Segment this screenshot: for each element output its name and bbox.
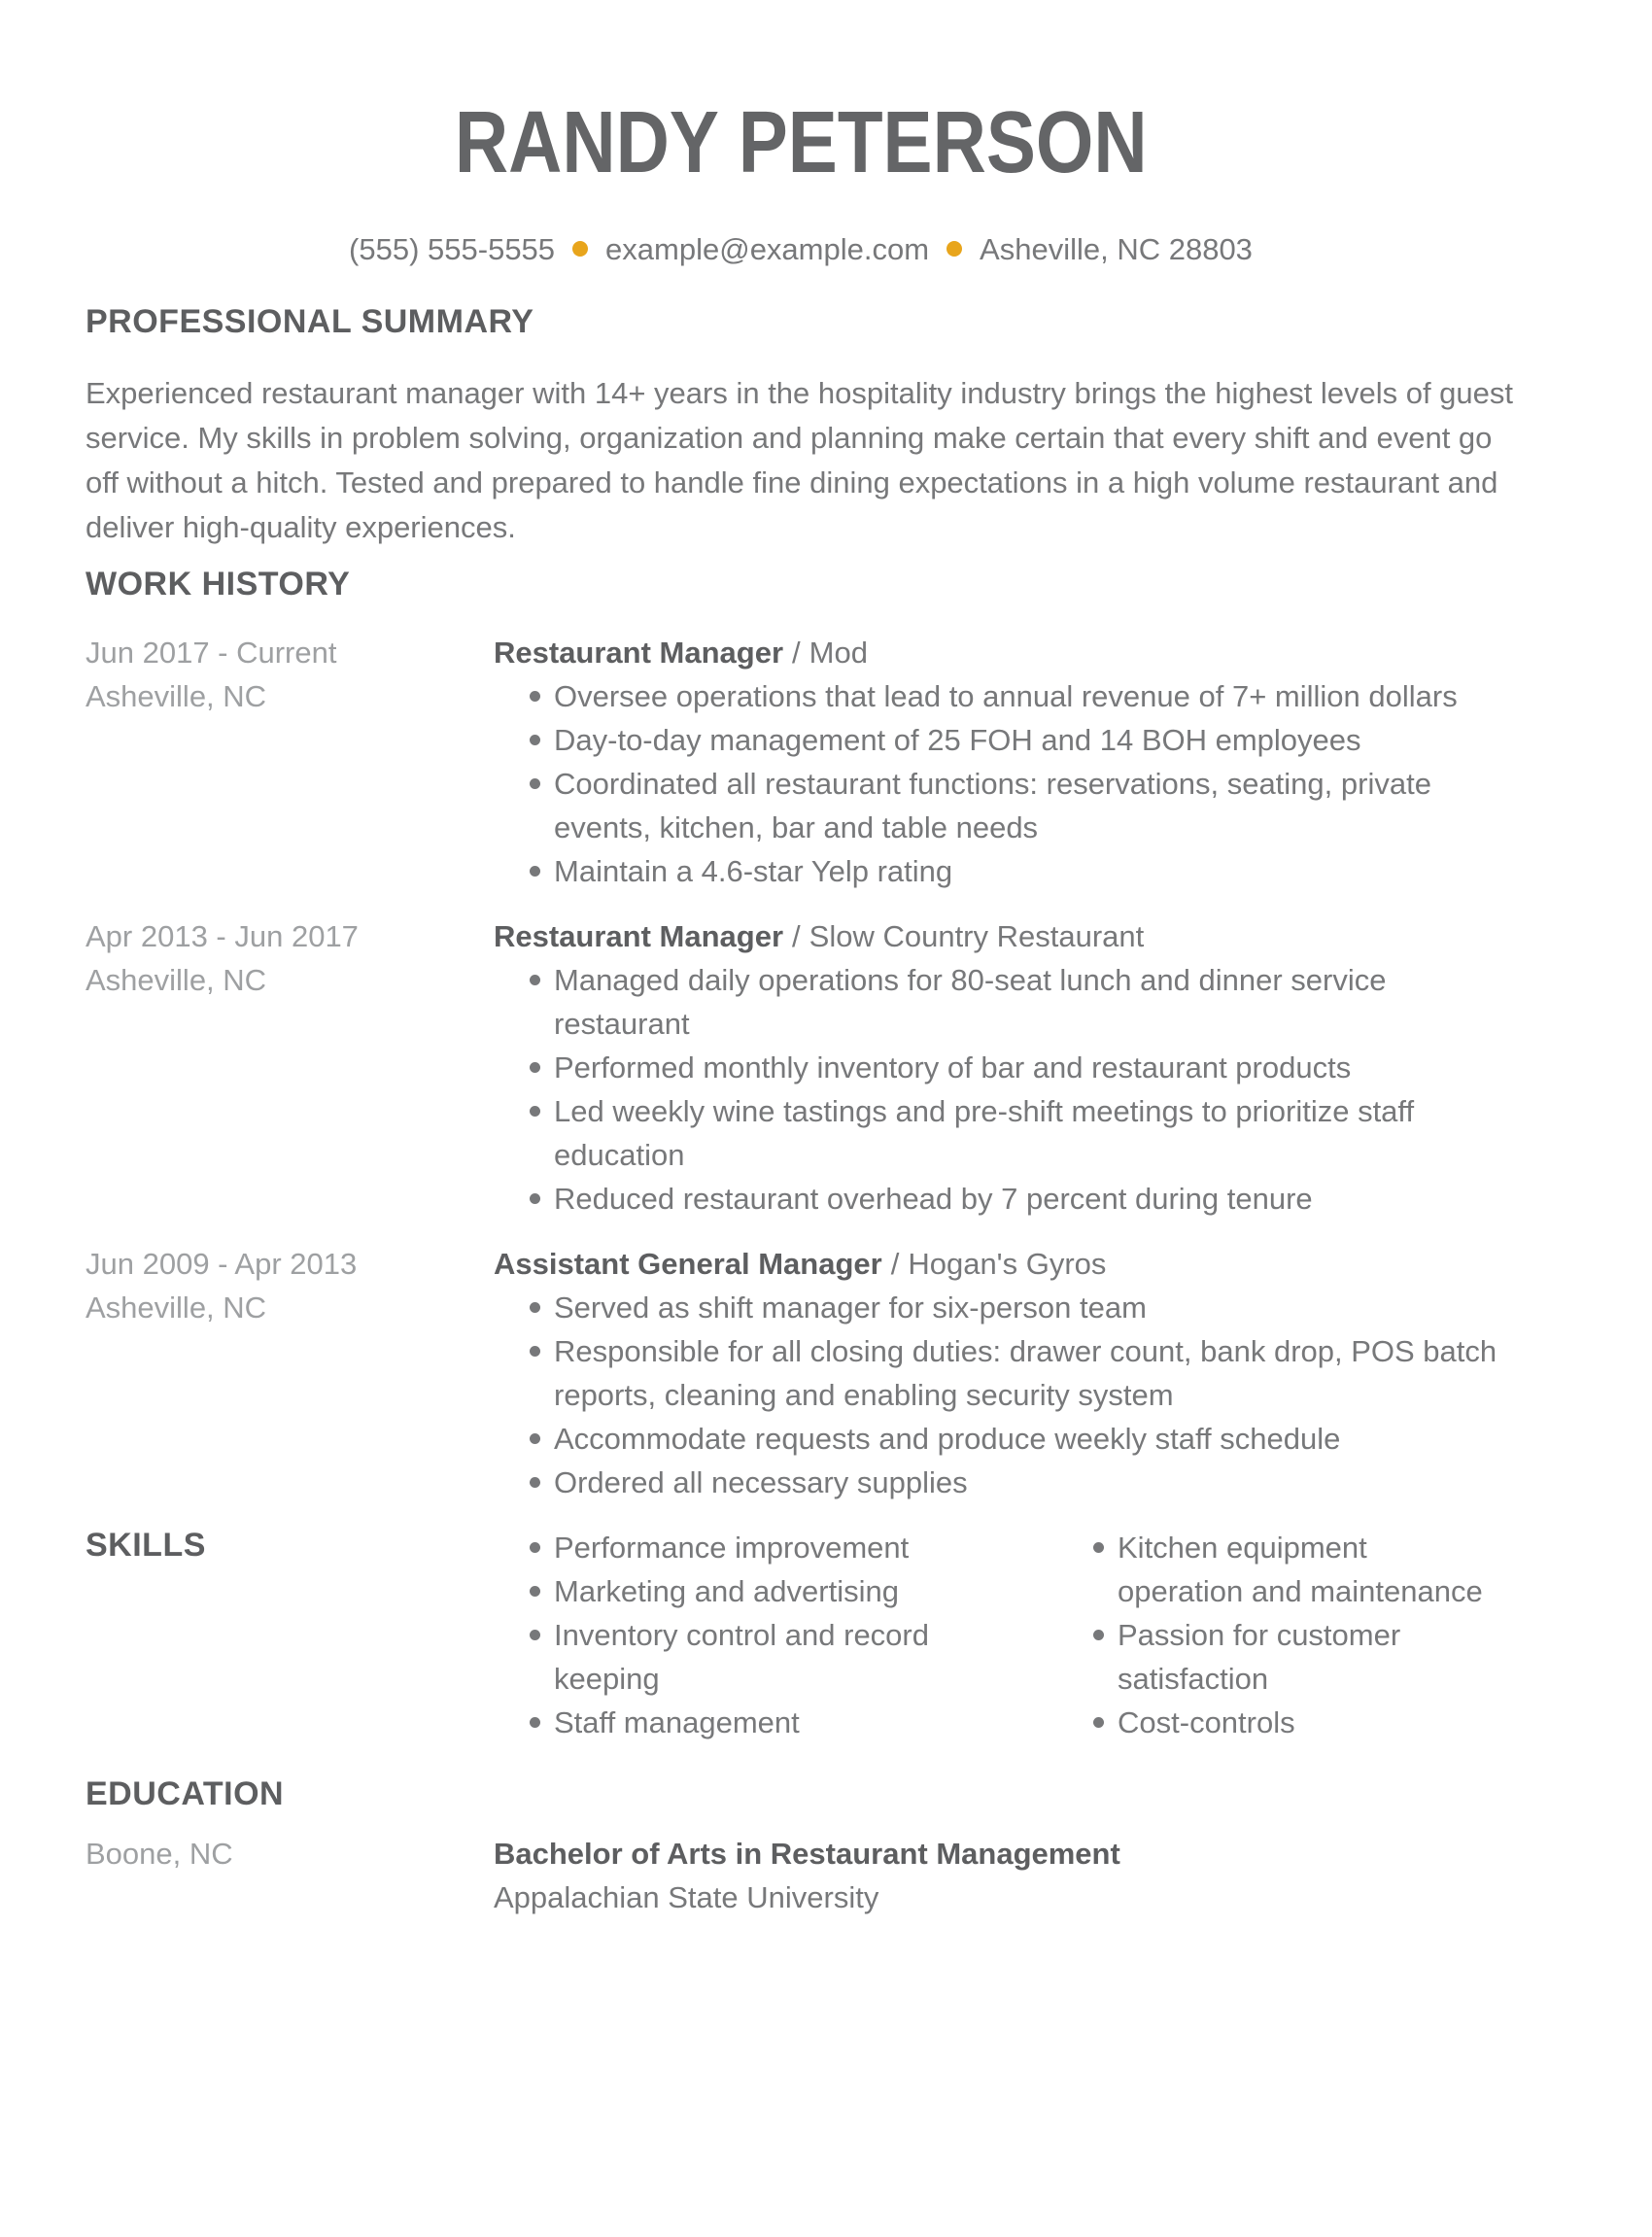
work-history-entry [86,914,1516,1221]
skill-item: Inventory control and record keeping [494,1613,1057,1701]
job-title: Assistant General Manager [494,1247,882,1281]
work-history-section [86,565,1516,1504]
job-duties-list [494,674,1516,893]
skill-item: Passion for customer satisfaction [1057,1613,1516,1701]
resume-header [86,94,1516,272]
education-entry [86,1832,1516,1919]
job-title-line [494,1242,1516,1286]
job-duty: Managed daily operations for 80-seat lunch and dinner service restaurant [494,958,1516,1046]
skill-item: Performance improvement [494,1526,1057,1569]
job-title-line [494,914,1516,958]
education-school: Appalachian State University [494,1880,879,1914]
skills-section [86,1526,1516,1744]
job-duties-list [494,958,1516,1221]
job-duty: Responsible for all closing duties: drawer count, bank drop, POS batch reports, cleaning and enabling security system [494,1329,1516,1417]
job-duty: Accommodate requests and produce weekly staff schedule [494,1417,1516,1461]
job-duties-list [494,1286,1516,1504]
job-dates: Jun 2017 - Current [86,636,337,670]
job-duty: Led weekly wine tastings and pre-shift meetings to prioritize staff education [494,1089,1516,1177]
job-location: Asheville, NC [86,1291,267,1325]
job-title-separator: / [792,919,801,953]
work-history-heading: WORK HISTORY [86,566,351,602]
skills-column-1 [494,1526,1057,1744]
job-company: Slow Country Restaurant [809,919,1145,953]
job-title-line [494,631,1516,674]
candidate-name-wrap [86,94,1516,191]
education-degree: Bachelor of Arts in Restaurant Management [494,1837,1120,1871]
skill-item: Marketing and advertising [494,1569,1057,1613]
skill-item: Cost-controls [1057,1701,1516,1744]
phone-number: (555) 555-5555 [349,232,556,266]
education-section [86,1774,1516,1919]
skill-item: Staff management [494,1701,1057,1744]
contact-line [86,227,1516,272]
job-duty: Maintain a 4.6-star Yelp rating [494,849,1516,893]
job-title-separator: / [890,1247,900,1281]
job-company: Hogan's Gyros [908,1247,1107,1281]
work-history-entries [86,631,1516,1504]
job-duty: Day-to-day management of 25 FOH and 14 BOH employees [494,718,1516,762]
job-right-column [494,631,1516,893]
job-right-column [494,914,1516,1221]
job-duty: Performed monthly inventory of bar and restaurant products [494,1046,1516,1089]
job-title: Restaurant Manager [494,636,784,670]
job-left-column [86,1242,494,1504]
professional-summary-section [86,302,1516,550]
job-left-column [86,631,494,893]
separator-dot-icon [572,241,588,257]
location-text: Asheville, NC 28803 [980,232,1253,266]
job-duty: Ordered all necessary supplies [494,1461,1516,1504]
job-dates: Jun 2009 - Apr 2013 [86,1247,358,1281]
job-location: Asheville, NC [86,963,267,997]
job-duty: Coordinated all restaurant functions: reservations, seating, private events, kitchen, bar and table needs [494,762,1516,849]
skill-item: Kitchen equipment operation and maintenance [1057,1526,1516,1613]
job-location: Asheville, NC [86,679,267,713]
education-details [494,1832,1516,1919]
job-duty: Oversee operations that lead to annual revenue of 7+ million dollars [494,674,1516,718]
job-left-column [86,914,494,1221]
resume-page [0,94,1652,2237]
education-heading: EDUCATION [86,1775,285,1812]
education-location: Boone, NC [86,1837,233,1871]
job-duty: Served as shift manager for six-person team [494,1286,1516,1329]
work-history-entry [86,631,1516,893]
job-dates: Apr 2013 - Jun 2017 [86,919,359,953]
separator-dot-icon [946,241,962,257]
job-title-separator: / [792,636,801,670]
job-duty: Reduced restaurant overhead by 7 percent during tenure [494,1177,1516,1221]
email-address: example@example.com [605,232,930,266]
skills-columns [494,1526,1516,1744]
candidate-name: RANDY PETERSON [454,94,1148,191]
job-right-column [494,1242,1516,1504]
professional-summary-heading: PROFESSIONAL SUMMARY [86,303,534,340]
skills-column-2 [1057,1526,1516,1744]
job-company: Mod [809,636,868,670]
skills-heading: SKILLS [86,1527,206,1564]
work-history-entry [86,1242,1516,1504]
job-title: Restaurant Manager [494,919,784,953]
professional-summary-text: Experienced restaurant manager with 14+ years in the hospitality industry brings the highest levels of guest service. My skills in problem solving, organization and planning make certain that every shift and event go off without a hitch. Tested and prepared to handle fine dining expectations in a high volume restaurant and deliver high-quality experiences. [86,376,1514,544]
